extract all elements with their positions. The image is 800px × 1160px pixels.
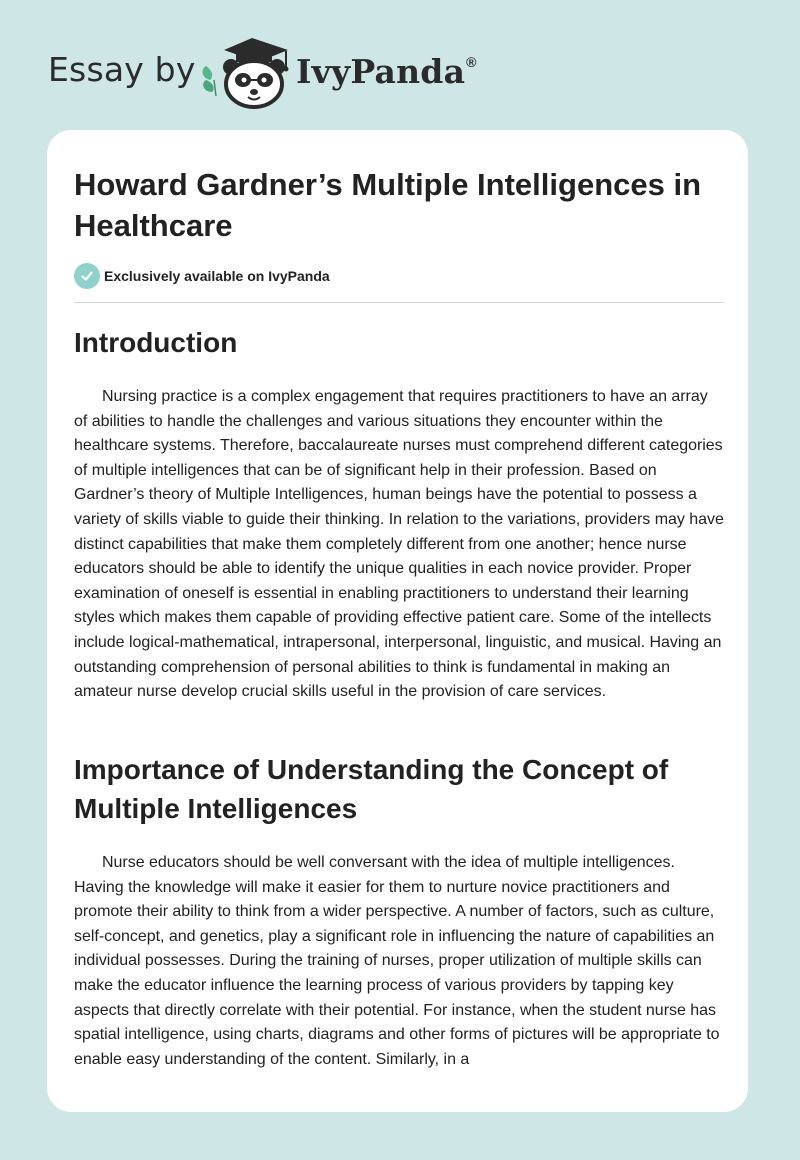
section-heading-introduction: Introduction: [74, 327, 238, 358]
paragraph: Nurse educators should be well conversant with the idea of multiple intelligences. Having the knowledge will make it easier for them to nurture novice practitioners and promote their ability to think from a wider perspective. A number of factors, such as culture, self-concept, and genetics, play a significant role in influencing the nature of capabilities an individual possesses. During the training of nurses, proper utilization of multiple skills can make the educator influence the learning process of various providers by tapping key aspects that directly correlate with their potential. For instance, when the student nurse has spatial intelligence, using charts, diagrams and other forms of pictures will be appropriate to enable easy understanding of the content. Similarly, in a: [74, 854, 720, 1068]
ivypanda-wordmark[interactable]: [296, 52, 477, 91]
essay-card: [47, 130, 748, 1112]
check-icon: [74, 263, 100, 289]
brand-name: IvyPanda: [296, 52, 466, 91]
essay-by-label: Essay by: [48, 50, 196, 89]
divider: [74, 302, 724, 303]
paragraph: Nursing practice is a complex engagement that requires practitioners to have an array of abilities to handle the challenges and various situations they encounter within the healthcare systems. Therefore, baccalaureate nurses must comprehend different categories of multiple intelligences that can be of significant help in their profession. Based on Gardner’s theory of Multiple Intelligences, human beings have the potential to possess a variety of skills viable to guide their thinking. In relation to the variations, providers may have distinct capabilities that make them completely different from one another; hence nurse educators should be able to identify the unique qualities in each novice provider. Proper examination of oneself is essential in enabling practitioners to understand their learning styles which makes them capable of providing effective patient care. Some of the intellects include logical-mathematical, intrapersonal, interpersonal, linguistic, and musical. Having an outstanding comprehension of personal abilities to think is fundamental in making an amateur nurse develop crucial skills useful in the provision of care services.: [74, 388, 724, 701]
registered-mark: ®: [466, 54, 477, 70]
page-title: Howard Gardner’s Multiple Intelligences in Healthcare: [74, 167, 702, 243]
section-heading-importance: Importance of Understanding the Concept of Multiple Intelligences: [74, 754, 669, 824]
ivypanda-panda-icon[interactable]: [198, 34, 294, 110]
site-header: [0, 0, 800, 120]
exclusive-badge: [74, 262, 330, 290]
section-body-importance: [74, 851, 724, 1072]
exclusive-label: Exclusively available on IvyPanda: [104, 268, 330, 284]
ivy-leaf-icon: [203, 66, 216, 96]
section-body-introduction: [74, 385, 724, 705]
